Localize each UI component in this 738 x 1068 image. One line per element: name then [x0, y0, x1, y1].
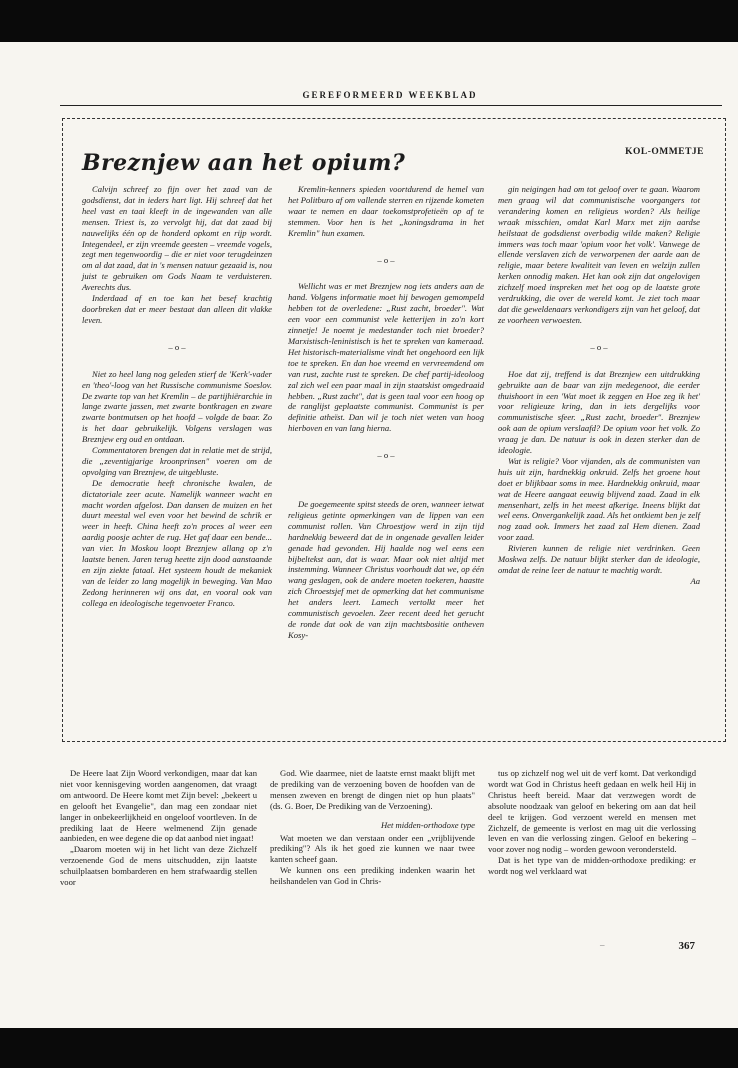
- box-column-1: [82, 184, 272, 609]
- paragraph: „Daarom moeten wij in het licht van deze Zichzelf verzoenende God de mens uitschudden, zijn laatste schuilplaatsen bombarderen en hem strafwaardig stellen voor: [60, 844, 257, 888]
- paragraph: Kremlin-kenners spieden voortdurend de hemel van het Politburo af om vallende sterren en rijzende kometen waar te nemen en daar toekomstprofetieën op af te stemmen. Voor hen is het „koningsdrama in het Kremlin" hun examen.: [288, 184, 484, 238]
- paragraph: De Heere laat Zijn Woord verkondigen, maar dat kan niet voor kennisgeving worden aangenomen, dat vraagt om antwoord. De Heere komt met Zijn bevel: „bekeert u en gelooft het Evangelie", dan mag een zondaar niet langer in onbekeerlijkheid en ongeloof voortleven. In de prediking laat de Heere welmenend Zijn genade aanbieden, en wee degene die op dat aanbod niet ingaat!: [60, 768, 257, 844]
- scan-top-border: [0, 0, 738, 42]
- subheading: Het midden-orthodoxe type: [380, 819, 475, 830]
- paragraph: Inderdaad af en toe kan het besef krachtig doorbreken dat er meer bestaat dan alleen dit vlakke leven.: [82, 293, 272, 325]
- paragraph: We kunnen ons een prediking indenken waarin het heilshandelen van God in Chris-: [270, 865, 475, 887]
- paragraph: Commentatoren brengen dat in relatie met de strijd, die „zeventigjarige kroonprinsen" voeren om de opvolging van Breznjew, de uitgebluste.: [82, 445, 272, 477]
- box-column-3: [498, 168, 700, 587]
- body-column-1: [60, 768, 257, 888]
- paragraph: Dat is het type van de midden-orthodoxe prediking: er wordt nog wel verklaard wat: [488, 855, 696, 877]
- dash-mark-icon: –: [600, 940, 605, 950]
- paragraph: De democratie heeft chronische kwalen, de dictatoriale zeer acute. Namelijk wanneer wacht en macht worden afgelost. Dan dansen de muizen en het duurt meestal wel even voor het bewind de schrik er weer in heeft. China heeft zo'n proces al weer een aardig poosje achter de rug. Het gaf daar een bende... van vier. In Moskou loopt Breznjew allang op z'n laatste benen. Jaren terug heette zijn dood aanstaande en zijn ziekte fataal. Het systeem houdt de mekaniek van de leider zo lang mogelijk in beweging. Van Mao Zedong herinneren wij ons dat, en vooral ook van collega en ideologische tegenvoeter Franco.: [82, 477, 272, 608]
- paragraph: Rivieren kunnen de religie niet verdrinken. Geen Moskwa zelfs. De natuur blijkt sterker dan de ideologie, omdat de reine leer de natuur te machtig wordt.: [498, 543, 700, 575]
- paragraph: Niet zo heel lang nog geleden stierf de 'Kerk'-vader en 'theo'-loog van het Russische communisme Soeslov. De zwarte top van het Kremlin – de partijhiërarchie in lange zwarte jassen, met zwarte bontkragen en zware zwarte bontmutsen op het hoofd – volgde de baar. Zo is het daar gebruikelijk. Volgens verslagen was Breznjew erg oud en ontdaan.: [82, 368, 272, 445]
- section-separator: – o –: [590, 341, 608, 352]
- running-head: GEREFORMEERD WEEKBLAD: [302, 90, 478, 100]
- paragraph: Calvijn schreef zo fijn over het zaad van de godsdienst, dat in ieders hart ligt. Hij schreef dat het heel vast en taai kleeft in de ingewanden van alle mensen. Triest is, zo vervolgt hij, dat dat zaad bij nauwelijks één op de honderd opkomt en rijp wordt. Integendeel, er zijn vreemde geesten – vreemde vogels, zegt men tegenwoordig – die er niet voor terugdeinzen om al dat zaad, dat in 's mensen natuur gezaaid is, nou juist te gebruiken om Gods Naam te verduisteren. Averechts dus.: [82, 184, 272, 293]
- spacer: [288, 477, 484, 499]
- body-column-2: [270, 768, 475, 887]
- header-rule: [60, 105, 722, 106]
- paragraph: De goegemeente spitst steeds de oren, wanneer ietwat religieus getinte opmerkingen van de lippen van een communist rollen. Van Chroestjow werd in zijn tijd hardnekkig beweerd dat de in ongenade gevallen leider genade had gevonden. Hij haalde nog wel eens een bijbeltekst aan, dat is waar. Maar ook niet altijd met instemming. Wanneer Christus voorhoudt dat we, op één wang geslagen, ook de andere moeten toekeren, haastte zich Chroestsjef met de opmerking dat het communisme het anders leert. Lamech vertolkt meer het communistisch gevoelen. Zeer recent deed het gerucht de ronde dat ook de van zijn machtsbositie ontheven Kosy-: [288, 499, 484, 640]
- section-separator: – o –: [377, 254, 395, 265]
- column-label: KOL-OMMETJE: [625, 147, 704, 157]
- section-separator: – o –: [377, 450, 395, 461]
- box-column-2: [288, 184, 484, 641]
- paragraph: Wellicht was er met Breznjew nog iets anders aan de hand. Volgens informatie moet hij bewogen gemompeld hebben tot de overledene: „Rust zacht, broeder". Wat een voor een communist vele ketterijen in zo'n kort zinnetje! Je noemt je medestander toch niet broeder? Marxistisch-leninistisch is het te spreken van kameraad. Het historisch-materialisme vindt het ongehoord een lijk toe te spreken. En dan hoe vreemd en vervreemdend om van rust, zachte rust te spreken. De chef partij-ideoloog zal zich wel een paar maal in zijn staatskist omgedraaid hebben. „Rust zacht", dat is geen taal voor een hoog op de ranglijst geplaatste communist. Communist is per definitie atheïst. Dan wil je toch niet weten van hoog hierboven en van lang hierna.: [288, 281, 484, 434]
- page-number: 367: [678, 940, 695, 952]
- paragraph: Hoe dat zij, treffend is dat Breznjew een uitdrukking gebruikte aan de baar van zijn medegenoot, die eerder thuishoort in een 'Wat moet ik zeggen en Hoe zeg ik het' voor religieuze kring, dan in iets dergelijks voor communistische sfeer. „Rust zacht, broeder". Breznjew ook aan de opium verslaafd? De opium voor het volk. Zo vraag je dan. De natuur is ook in dezen sterker dan de ideologie.: [498, 368, 700, 456]
- section-separator: – o –: [168, 341, 186, 352]
- article-title: Breznjew aan het opium?: [82, 150, 406, 176]
- paragraph: gin neigingen had om tot geloof over te gaan. Waarom men graag wil dat communistische voorgangers tot verandering komen en religieus worden? Als heilige wraak misschien, omdat Karl Marx met zijn aardse heilstaat de godsdienst overbodig wilde maken? Religie immers was toch maar 'opium voor het volk'. Vanwege de ellende verslaven zich de verworpenen der aarde aan de religie, maar betere kwaliteit van leven en welzijn zullen kerken onnodig maken. Het kan ook zijn dat ongelovigen zichzelf moed inspreken met het oog op de laatste grote verdrukking, die over de wereld komt. Je ziet toch maar dat die geweldenaars verkondigers zijn van het geloof, dat ze voorheen verwoesten.: [498, 184, 700, 325]
- author-signature: Aa: [690, 575, 700, 586]
- paragraph: tus op zichzelf nog wel uit de verf komt. Dat verkondigd wordt wat God in Christus heeft gedaan en welk heil Hij in Christus heeft bereid. Maar dat verzwegen wordt de absolute noodzaak van geloof en bekering om aan dat heil deel te krijgen. God verzoent wereld en mensen met Zichzelf, de gemeente is verlost en mag uit die verlossing leven en van die verlossing zingen. Geloof en bekering – voor zover nog nodig – worden gewoon verondersteld.: [488, 768, 696, 855]
- paragraph: Wat moeten we dan verstaan onder een „vrijblijvende prediking"? Als ik het goed zie kunnen we naar twee kanten scheef gaan.: [270, 832, 475, 865]
- body-column-3: [488, 768, 696, 877]
- paragraph: God. Wie daarmee, niet de laatste ernst maakt blijft met de prediking van de verzoening boven de hoofden van de mensen zweven en brengt de dingen niet op hun plaats" (ds. G. Boer, De Prediking van de Verzoening).: [270, 768, 475, 811]
- scan-bottom-border: [0, 1028, 738, 1068]
- spacer: [498, 168, 700, 184]
- paragraph: Wat is religie? Voor vijanden, als de communisten van huis uit zijn, hardnekkig onkruid. Zelfs het groene hout doet er blijkbaar soms in mee. Hardnekkig onkruid, maar wat de Heere aangaat eeuwig blijvend zaad. Zaad in elk mensenhart, zelfs in het meest afkerige. Ineens blijkt dat wel eens. Onvergankelijk zaad. Als het ontkiemt ben je zelf nog zaad ook. Immers het zaad zal Hem dienen. Zaad voor zaad.: [498, 455, 700, 543]
